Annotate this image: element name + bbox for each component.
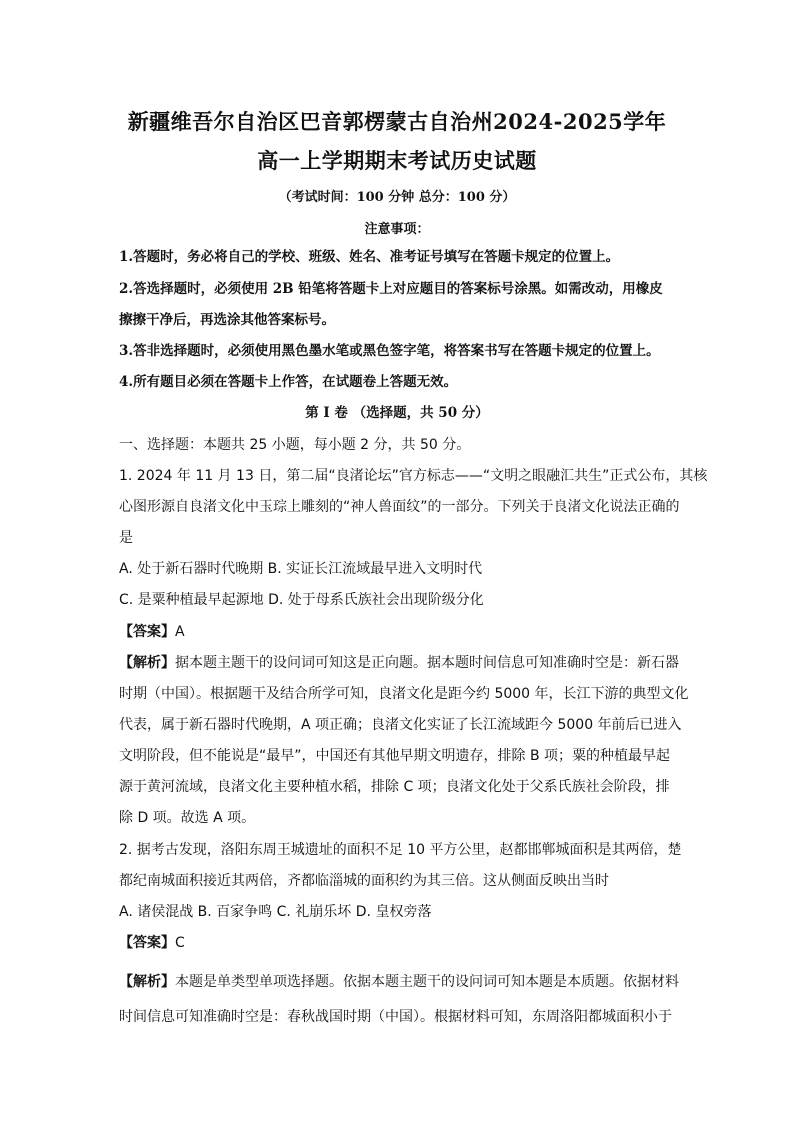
notice-item: 擦擦干净后，再选涂其他答案标号。: [119, 312, 335, 328]
q2-stem: 都纪南城面积接近其两倍，齐都临淄城的面积约为其三倍。这从侧面反映出当时: [119, 873, 609, 889]
q1-answer: [119, 622, 185, 642]
analysis-text: 据本题主题干的设问词可知这是正向题。据本题时间信息可知准确时空是：新石器: [175, 655, 679, 671]
section-heading: 第 I 卷 （选择题，共 50 分）: [305, 405, 489, 421]
q2-stem: 2. 据考古发现，洛阳东周王城遗址的面积不足 10 平方公里，赵都邯郸城面积是其两倍，楚: [119, 842, 682, 858]
answer-tag: 【答案】: [119, 624, 175, 640]
answer-value: C: [175, 935, 185, 951]
q1-stem: 心图形源自良渚文化中玉琮上雕刻的“神人兽面纹”的一部分。下列关于良渚文化说法正确的: [119, 499, 680, 515]
q1-analysis: 除 D 项。故选 A 项。: [119, 810, 256, 826]
notice-item: 2.答选择题时，必须使用 2B 铅笔将答题卡上对应题目的答案标号涂黑。如需改动，用橡皮: [119, 281, 663, 297]
section-intro: 一、选择题：本题共 25 小题，每小题 2 分，共 50 分。: [119, 437, 471, 453]
exam-title-line2: 高一上学期期末考试历史试题: [257, 148, 537, 173]
q1-analysis: 文明阶段，但不能说是“最早”，中国还有其他早期文明遗存，排除 B 项；粟的种植最早起: [119, 748, 671, 764]
q1-stem: 1. 2024 年 11 月 13 日，第二届“良渚论坛”官方标志——“文明之眼融汇共生”正式公布，其核: [119, 468, 708, 484]
analysis-tag: 【解析】: [119, 974, 175, 990]
q2-analysis: [119, 972, 679, 992]
q1-analysis: 代表，属于新石器时代晚期，A 项正确；良渚文化实证了长江流域距今 5000 年前后已进入: [119, 717, 682, 733]
exam-meta: （考试时间：100 分钟 总分：100 分）: [278, 190, 516, 205]
analysis-tag: 【解析】: [119, 655, 175, 671]
q1-analysis: 源于黄河流域，良渚文化主要种植水稻，排除 C 项；良渚文化处于父系氏族社会阶段，排: [119, 779, 670, 795]
q1-analysis: [119, 653, 679, 673]
q2-options: A. 诸侯混战 B. 百家争鸣 C. 礼崩乐坏 D. 皇权旁落: [119, 904, 432, 920]
answer-value: A: [175, 624, 185, 640]
q1-analysis: 时期（中国）。根据题干及结合所学可知，良渚文化是距今约 5000 年，长江下游的典型文化: [119, 686, 689, 702]
exam-title-line1: 新疆维吾尔自治区巴音郭楞蒙古自治州2024-2025学年: [127, 109, 667, 134]
notice-item: 4.所有题目必须在答题卡上作答，在试题卷上答题无效。: [119, 374, 458, 390]
analysis-text: 本题是单类型单项选择题。依据本题主题干的设问词可知本题是本质题。依据材料: [175, 974, 679, 990]
notice-item: 3.答非选择题时，必须使用黑色墨水笔或黑色签字笔，将答案书写在答题卡规定的位置上。: [119, 343, 660, 359]
q2-analysis: 时间信息可知准确时空是：春秋战国时期（中国）。根据材料可知，东周洛阳都城面积小于: [119, 1009, 672, 1025]
q1-options: C. 是粟种植最早起源地 D. 处于母系氏族社会出现阶级分化: [119, 592, 484, 608]
q2-answer: [119, 933, 185, 953]
answer-tag: 【答案】: [119, 935, 175, 951]
notice-item: 1.答题时，务必将自己的学校、班级、姓名、准考证号填写在答题卡规定的位置上。: [119, 249, 620, 265]
q1-options: A. 处于新石器时代晚期 B. 实证长江流域最早进入文明时代: [119, 561, 483, 577]
notice-heading: 注意事项：: [364, 222, 430, 237]
q1-stem: 是: [119, 530, 133, 546]
